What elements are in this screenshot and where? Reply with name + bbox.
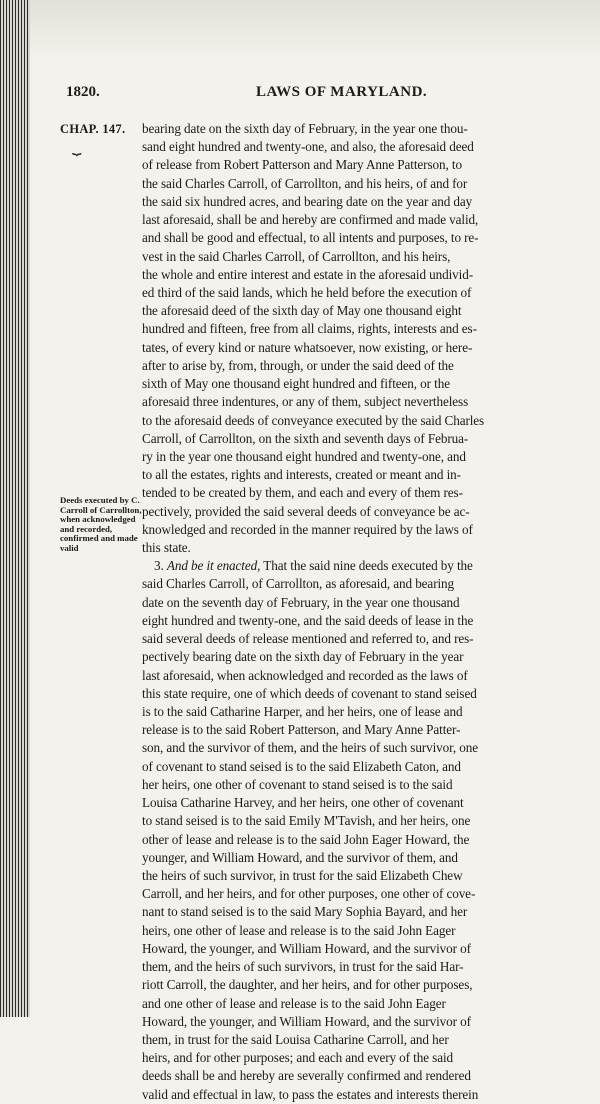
text-line: sand eight hundred and twenty-one, and also, the aforesaid deed xyxy=(142,139,474,155)
text-line: ry in the year one thousand eight hundred and twenty-one, and xyxy=(142,448,466,464)
text-line: after to arise by, from, through, or under the said deed of the xyxy=(142,357,454,373)
text-line: nant to stand seised is to the said Mary Sophia Bayard, and her xyxy=(142,904,468,920)
text-line: them, and the heirs of such survivors, in trust for the said Har- xyxy=(142,959,464,975)
section-start-line xyxy=(142,557,580,575)
text-line: the said six hundred acres, and bearing date on the year and day xyxy=(142,193,473,209)
text-line: said Charles Carroll, of Carrollton, as aforesaid, and bearing xyxy=(142,576,455,592)
margin-note: Deeds executed by C. Carroll of Carrollton, when acknowledged and recorded, confirmed and made valid xyxy=(60,495,142,553)
text-line: the heirs of such survivor, in trust for the said Elizabeth Chew xyxy=(142,867,463,883)
text-line: said several deeds of release mentioned and referred to, and res- xyxy=(142,631,474,647)
text-line: is to the said Catharine Harper, and her heirs, one of lease and xyxy=(142,704,463,719)
text-line: last aforesaid, when acknowledged and recorded as the laws of xyxy=(142,667,468,683)
text-line: tates, of every kind or nature whatsoever, now existing, or here- xyxy=(142,339,473,355)
text-line: Howard, the younger, and William Howard, and the survivor of xyxy=(142,1013,471,1029)
text-line: the aforesaid deed of the sixth day of May one thousand eight xyxy=(142,303,462,319)
text-line: younger, and William Howard, and the survivor of them, and xyxy=(142,849,458,865)
chapter-brace-mark: ⏟ xyxy=(72,138,82,155)
enactment-phrase: And be it enacted, xyxy=(166,558,261,574)
text-line: aforesaid three indentures, or any of them, subject nevertheless xyxy=(142,394,469,410)
text-line: the whole and entire interest and estate in the aforesaid undivid- xyxy=(142,266,474,282)
page-header xyxy=(66,80,586,104)
text-line: her heirs, one other of covenant to stand seised is to the said xyxy=(142,776,453,792)
text-line: deeds shall be and hereby are severally confirmed and rendered xyxy=(142,1068,471,1084)
text-line: to stand seised is to the said Emily M'Tavish, and her heirs, one xyxy=(142,813,471,829)
text-line: valid and effectual in law, to pass the estates and interests therein xyxy=(142,1086,479,1102)
text-line: Louisa Catharine Harvey, and her heirs, one other of covenant xyxy=(142,795,464,811)
text-line: pectively, provided the said several deeds of conveyance be ac- xyxy=(142,503,470,519)
text-line: them, in trust for the said Louisa Catharine Carroll, and her xyxy=(142,1031,449,1047)
text-line: hundred and fifteen, free from all claims, rights, interests and es- xyxy=(142,321,477,337)
text-line: date on the seventh day of February, in the year one thousand xyxy=(142,594,460,610)
chapter-label: CHAP. 147. xyxy=(60,122,126,136)
text-line: to the aforesaid deeds of conveyance executed by the said Charles xyxy=(142,412,485,428)
book-binding-edge xyxy=(0,0,30,1017)
text-line: pectively bearing date on the sixth day of February in the year xyxy=(142,649,464,665)
text-line: Carroll, of Carrollton, on the sixth and seventh days of Februa- xyxy=(142,430,469,446)
running-head: LAWS OF MARYLAND. xyxy=(256,84,428,100)
text-line: the said Charles Carroll, of Carrollton, and his heirs, of and for xyxy=(142,175,468,191)
text-line: Howard, the younger, and William Howard, and the survivor of xyxy=(142,940,471,956)
text-line: heirs, one other of lease and release is to the said John Eager xyxy=(142,922,456,938)
text-line: of release from Robert Patterson and Mary Anne Patterson, to xyxy=(142,157,462,173)
text-line: son, and the survivor of them, and the heirs of such survivor, one xyxy=(142,740,479,756)
page-year: 1820. xyxy=(66,84,100,100)
text-line: other of lease and release is to the said John Eager Howard, the xyxy=(142,831,470,847)
text-line: to all the estates, rights and interests, created or meant and in- xyxy=(142,467,461,483)
text-line: this state. xyxy=(142,540,191,556)
text-line: this state require, one of which deeds of covenant to stand seised xyxy=(142,685,477,701)
statute-text xyxy=(142,120,580,1104)
text-line: tended to be created by them, and each and every of them res- xyxy=(142,485,463,501)
text-line: of covenant to stand seised is to the said Elizabeth Caton, and xyxy=(142,758,461,774)
text-line: release is to the said Robert Patterson, and Mary Anne Patter- xyxy=(142,722,461,738)
text-line: last aforesaid, shall be and hereby are confirmed and made valid, xyxy=(142,212,479,228)
text-line: riott Carroll, the daughter, and her heirs, and for other purposes, xyxy=(142,977,473,993)
text-line: eight hundred and twenty-one, and the said deeds of lease in the xyxy=(142,612,474,628)
text-line: bearing date on the sixth day of February, in the year one thou- xyxy=(142,121,468,136)
text-line: and one other of lease and release is to the said John Eager xyxy=(142,995,446,1011)
section-number: 3. xyxy=(154,558,164,574)
text-line: sixth of May one thousand eight hundred and fifteen, or the xyxy=(142,376,450,392)
text-line: knowledged and recorded in the manner required by the laws of xyxy=(142,521,473,537)
text-line: and shall be good and effectual, to all intents and purposes, to re- xyxy=(142,230,479,246)
text-line: heirs, and for other purposes; and each and every of the said xyxy=(142,1050,454,1066)
text-line: Carroll, and her heirs, and for other purposes, one other of cove- xyxy=(142,886,476,902)
text-line: vest in the said Charles Carroll, of Carrollton, and his heirs, xyxy=(142,248,451,264)
page-top-margin xyxy=(30,0,600,60)
text-line: ed third of the said lands, which he held before the execution of xyxy=(142,284,472,300)
section-start-text: That the said nine deeds executed by the xyxy=(263,558,473,574)
